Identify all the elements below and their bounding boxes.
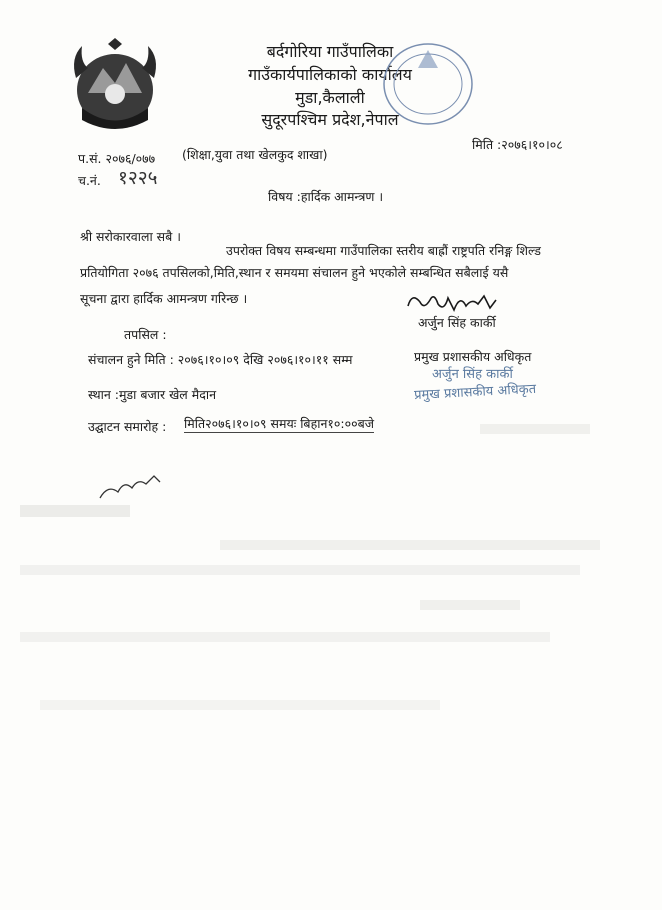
letter-date: मिति :२०७६।१०।०८	[472, 137, 563, 152]
header-location: मुडा,कैलाली	[295, 88, 365, 107]
details-heading: तपसिल :	[124, 327, 167, 342]
signatory-title: प्रमुख प्रशासकीय अधिकृत	[414, 349, 532, 364]
header-province: सुदूरपश्चिम प्रदेश,नेपाल	[261, 110, 399, 129]
body-line-3: सूचना द्वारा हार्दिक आमन्त्रण गरिन्छ ।	[80, 291, 248, 306]
subject-line: विषय :हार्दिक आमन्त्रण ।	[268, 189, 384, 204]
signature-icon	[404, 288, 500, 316]
header-office-name: बर्दगोरिया गाउँपालिका	[266, 42, 394, 61]
schedule-line: संचालन हुने मिति : २०७६।१०।०९ देखि २०७६।१०।११ सम्म	[88, 352, 353, 367]
dispatch-number-label: च.नं.	[78, 173, 101, 188]
body-line-2: प्रतियोगिता २०७६ तपसिलको,मिति,स्थान र समयमा संचालन हुने भएकोले सम्बन्धित सबैलाई यसै	[80, 265, 509, 280]
inauguration-label: उद्घाटन समारोह :	[88, 419, 167, 434]
reference-number: प.सं. २०७६/०७७	[78, 151, 156, 166]
inauguration-value: मिति२०७६।१०।०९ समयः बिहान१०:००बजे	[184, 416, 375, 431]
stamp-signatory-name: अर्जुन सिंह कार्की	[432, 367, 513, 382]
nepal-emblem-icon	[68, 38, 162, 136]
stamp-signatory-title: प्रमुख प्रशासकीय अधिकृत	[413, 381, 537, 404]
header-office-type: गाउँकार्यपालिकाको कार्यालय	[248, 65, 412, 84]
handwritten-initials-icon	[96, 470, 166, 504]
branch-name: (शिक्षा,युवा तथा खेलकुद शाखा)	[182, 147, 328, 162]
body-line-1: उपरोक्त विषय सम्बन्धमा गाउँपालिका स्तरीय बाह्रौं राष्ट्रपति रनिङ्ग शिल्ड	[226, 243, 541, 258]
venue-line: स्थान :मुडा बजार खेल मैदान	[88, 387, 217, 402]
dispatch-number-value: १२२५	[118, 167, 158, 189]
salutation: श्री सरोकारवाला सबै ।	[80, 229, 181, 244]
office-stamp-icon	[378, 38, 478, 130]
signatory-name: अर्जुन सिंह कार्की	[418, 315, 496, 330]
